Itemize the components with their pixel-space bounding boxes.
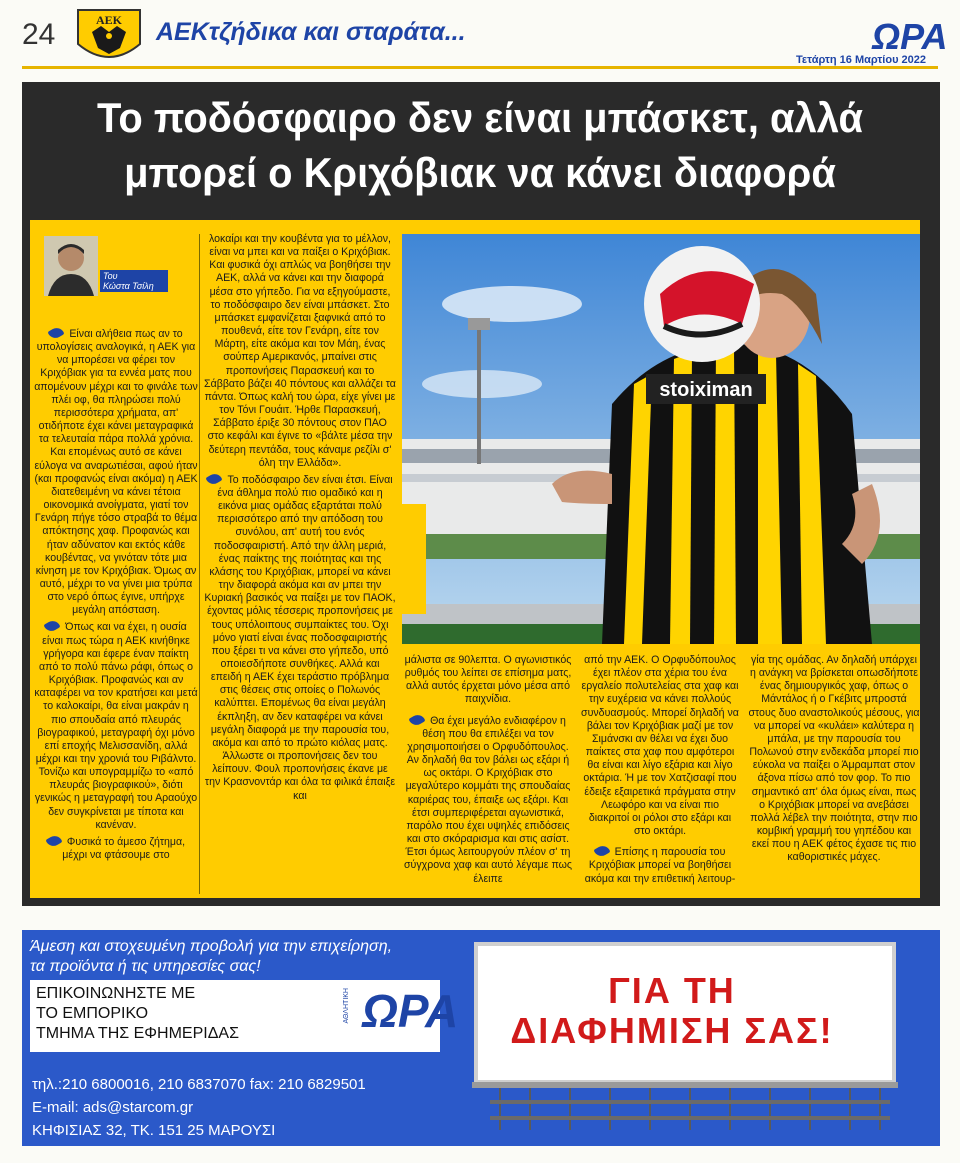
paragraph: μάλιστα σε 90λεπτα. Ο αγωνιστικός ρυθμός του λείπει σε επίσημα ματς, αλλά αυτός έρχεται μόνο μέσα από παιχνίδια. [404,654,572,706]
ad-tagline: Άμεση και στοχευμένη προβολή για την επιχείρηση, τα προϊόντα ή τις υπηρεσίες σας! [30,938,393,975]
column-5 [748,654,920,865]
headline-line-1: Το ποδόσφαιρο δεν είναι μπάσκετ, αλλά [97,94,863,141]
paragraph: Όπως και να έχει, η ουσία είναι πως τώρα η ΑΕΚ κινήθηκε γρήγορα και έφερε έναν παίκτη από το πολύ πάνω ράφι, όπως ο Κριχόβιακ. Προφανώς και αν καταφέρει να τον κρατήσει και μετά το καλοκαίρι, θα είναι μακράν η πιο σπουδαία από πλευράς βιογραφικού, μεταγραφή όχι μόνο επί εποχής Μελισσανίδη, αλλά μέχρι και την χρονιά του Ριβάλντο. Τονίζω και υπογραμμίζω το «από πλευράς βιογραφικού», διότι γενικώς η μεταγραφή του Αραούχο δεν συγκρίνεται με τίποτα και κανέναν. [34,621,198,832]
paragraph: από την ΑΕΚ. Ο Ορφυδόπουλος έχει πλέον στα χέρια του ένα εργαλείο πολυτελείας στα χαφ και την ευχέρεια να κάνει πολλούς συνδυασμούς. Μπορεί δηλαδή να βάλει τον Κριχόβιακ μαζί με τον Σιμάνσκι αν θέλει να έχει δυο παίκτες στα χαφ που αμφότεροι θα είναι και λίγο εξάρια και λίγο οκτάρια. Ή με τον Χατζισαφί που έδειξε εξαιρετικά πράγματα στην Λεωφόρο και να είναι πιο διακριτοί οι ρόλοι στο εξάρι και στο οκτάρι. [581,654,739,838]
pen-icon [44,619,61,635]
author-photo [44,236,98,296]
ad-phones: τηλ.:210 6800016, 210 6837070 fax: 210 6829501 [32,1076,366,1093]
aek-logo-icon [74,6,144,68]
billboard-line-1: ΓΙΑ ΤΗ [608,970,736,1011]
svg-text:stoiximan: stoiximan [659,379,753,401]
billboard-line-2: ΔΙΑΦΗΜΙΣΗ ΣΑΣ! [510,1010,834,1051]
column-4 [580,654,740,886]
player-photo [402,234,920,644]
paragraph: γία της ομάδας. Αν δηλαδή υπάρχει η ανάγκη να βρίσκεται οπωσδήποτε ένας δημιουργικός χαφ, όπως ο Μάντάλος ή ο Γκέβιτς μπροστά στους δυο αναστολικούς μέσους, για να μπορεί να «κυλάει» καλύτερα η μπάλα, με την παρουσία του Πολωνού στην ενδεκάδα μπορεί πιο εύκολα να παίξει ο Άμραμπατ στον άξονα πίσω από τον φορ. Το πιο σημαντικό απ' όλα όμως είναι, πως ο Κριχόβιακ μπορεί να ανεβάσει πολλά λέβελ την ποιότητα, στην πιο κομβική γραμμή του γηπέδου και εκεί που η ΑΕΚ φέτος έχασε τις πιο καθοριστικές μάχες. [748,654,920,864]
byline [100,270,168,292]
headline-line-2: μπορεί ο Κριχόβιακ να κάνει διαφορά [124,149,836,196]
headline [53,90,908,200]
column-2 [204,233,396,803]
issue-date: Τετάρτη 16 Μαρτίου 2022 [796,54,927,66]
ad-address: ΚΗΦΙΣΙΑΣ 32, ΤΚ. 151 25 ΜΑΡΟΥΣΙ [32,1122,276,1139]
paragraph: Επίσης η παρουσία του Κριχόβιακ μπορεί να βοηθήσει ακόμα και την επιθετική λειτουρ- [580,846,740,885]
pen-icon [409,712,426,728]
paragraph: λοκαίρι και την κουβέντα για το μέλλον, είναι να μπει και να παίξει ο Κριχόβιακ. Και φυσικά όχι απλώς να βοηθήσει την ΑΕΚ, αλλά να κάνει και την διαφορά μέσα στο γήπεδο. Για να εξηγούμαστε, το ποδόσφαιρο δεν είναι μπάσκετ. Στο μπάσκετ εμφανίζεται ξαφνικά από το πουθενά, είτε τον Γενάρη, είτε τον Μάρτη, είτε ακόμα και τον Μάη, ένας σούπερ Αμερικανός, μπαίνει στις προπονήσεις Παρασκευή και το Σάββατο βάζει 40 πόντους και αλλάζει τα πάντα. Όπως καλή του ώρα, είχε γίνει με τον Τόνι Γουάιτ. Ήρθε Παρασκευή, Σάββατο έριξε 30 πόντους στον ΠΑΟ στο κεφάλι και έγινε το «βάλτε μέσα την δεύτερη πεντάδα, τους κάναμε ρεζίλι σ' όλη την Ελλάδα». [204,233,396,469]
byline-prefix: Του [103,271,118,281]
ad-email: E-mail: ads@starcom.gr [32,1099,194,1116]
column-1 [34,328,198,862]
header-rule [22,66,938,69]
ad-logo-subtitle: ΑΘΛΗΤΙΚΗ [343,988,350,1024]
logo-text: ΑΕΚ [95,13,123,27]
section-title: AEKτζήδικα και σταράτα... [156,18,466,46]
ad-logo: ΩΡΑ [362,985,459,1037]
masthead: ΩΡΑ [872,16,948,57]
ad-contact-text: ΕΠΙΚΟΙΝΩΝΗΣΤΕ ΜΕ ΤΟ ΕΜΠΟΡΙΚΟ ΤΜΗΜΑ ΤΗΣ ΕΦΗΜΕΡΙΔΑΣ [36,985,239,1042]
page-number: 24 [22,18,56,51]
column-3 [402,654,574,886]
pen-icon [593,843,610,859]
pen-icon [45,833,62,849]
paragraph: Το ποδόσφαιρο δεν είναι έτσι. Είναι ένα άθλημα πολύ πιο ομαδικό και η εικόνα μιας ομάδας εξαρτάται πολύ περισσότερο από την απόδοση του συνόλου, απ' αυτή του ενός ποδοσφαιριστή. Από την άλλη μεριά, ένας παίκτης της ποιότητας και της κλάσης του Κριχόβιακ, μπορεί να κάνει την διαφορά ακόμα και αν μπει την Κυριακή βασικός να παίξει με τον ΠΑΟΚ, έχοντας μόλις τέσσερις προπονήσεις με τους υπόλοιπους συμπαίκτες του. Όχι μόνο γιατί είναι ένας ποδοσφαιριστής που ξέρει τι να κάνει στο γήπεδο, υπό οποιεσδήποτε συνθήκες. Αλλά και επειδή η ΑΕΚ έχει τεράστιο πρόβλημα στις θέσεις στις οποίες ο Πολωνός καλύπτει. Επομένως θα είναι μεγάλη έκπληξη, αν δεν καταφέρει να κάνει μεγάλη διαφορά με την παρουσία του, ακόμα και από το πρώτο κιόλας ματς. Άλλωστε οι προπονήσεις δεν του λείπουν. Φουλ προπονήσεις έκανε με την Κρασνοντάρ και όλα τα φιλικά έπαιξε και [204,474,396,803]
column-divider [199,234,200,894]
paragraph: Θα έχει μεγάλο ενδιαφέρον η θέση που θα επιλέξει να τον χρησιμοποιήσει ο Ορφυδόπουλος. Αν δηλαδή θα τον βάλει ως εξάρι ή ως οκτάρι. Ο Κριχόβιακ στο μεγαλύτερο κομμάτι της σπουδαίας καριέρας του, έπαιξε ως εξάρι. Και έτσι συμπεριφέρεται αγωνιστικά, παρόλο που έχει υψηλές επιδόσεις και στο σκόραρισμα και στις ασίστ. Έτσι όμως λειτουργούν πλέον σ' τη σύγχρονα χαφ και αυτό λέγαμε πως έλειπε [402,715,574,886]
paragraph: Φυσικά το άμεσο ζήτημα, μέχρι να φτάσουμε στο [34,836,198,862]
paragraph: Είναι αλήθεια πως αν το υπολογίσεις αναλογικά, η ΑΕΚ για να μπορέσει να φέρει τον Κριχόβιακ για τα εννέα ματς που απομένουν μέχρι και το φινάλε των πλέι οφ, θα πληρώσει πολύ περισσότερα χρήματα, απ' οτιδήποτε έχει κάνει μεταγραφικά τα τελευταία πάρα πολλά χρόνια. Και επομένως αυτό σε κάνει εύλογα να αναρωτιέσαι, αφού ήταν (και προφανώς είναι ακόμα) η ΑΕΚ διατεθειμένη να κάνει τέτοια οικονομικά ανοίγματα, γιατί τον Γενάρη πήγε τόσο στραβά το θέμα απόκτησης χαφ. Προφανώς και ήταν αδύνατον και εκτός κάθε κουβέντας, να γινόταν τότε μια κίνηση με τον Κριχόβιακ. Όμως αν αυτό, μέχρι το να γίνει μια τρύπα στο νερό όπως έγινε, υπήρχε μεγάλη απόσταση. [34,328,198,617]
byline-name: Κώστα Τσίλη [103,281,154,291]
pen-icon [48,325,65,341]
pen-icon [206,471,223,487]
